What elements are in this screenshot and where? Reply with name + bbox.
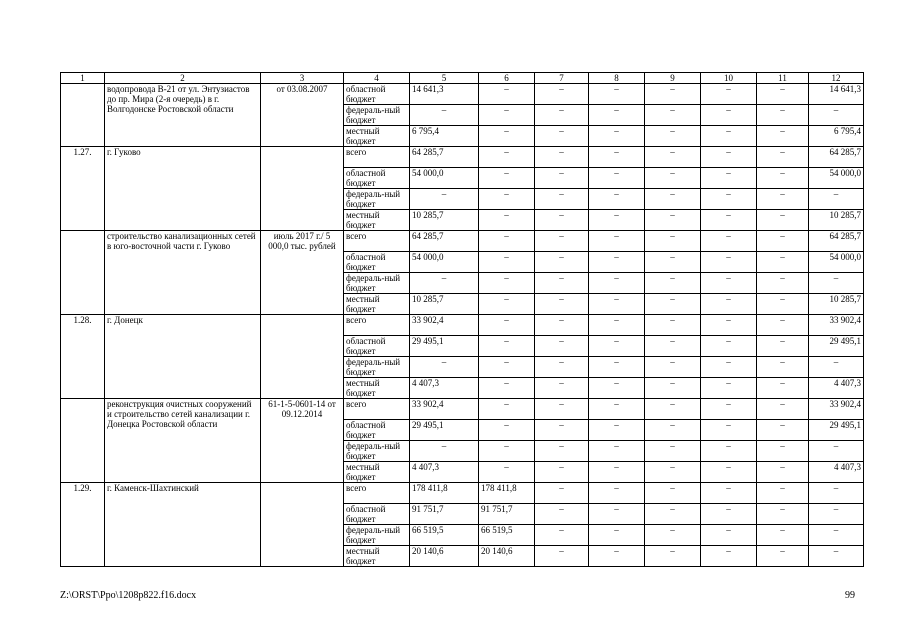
amount-cell: – — [535, 168, 589, 189]
amount-cell: – — [645, 294, 701, 315]
amount-cell: 4 407,3 — [809, 462, 864, 483]
amount-cell: – — [479, 399, 535, 420]
column-number-row — [61, 73, 864, 84]
amount-cell: – — [535, 231, 589, 252]
funding-source-cell: федераль-ный бюджет — [344, 105, 410, 126]
amount-cell: – — [589, 441, 645, 462]
amount-cell: – — [589, 105, 645, 126]
amount-cell: – — [535, 252, 589, 273]
amount-cell: – — [809, 483, 864, 504]
amount-cell: – — [757, 399, 809, 420]
amount-cell: 33 902,4 — [410, 399, 479, 420]
amount-cell: 6 795,4 — [410, 126, 479, 147]
amount-cell: – — [645, 525, 701, 546]
amount-cell: – — [701, 504, 757, 525]
header-cell: 9 — [645, 73, 701, 84]
item-document-cell — [261, 315, 344, 399]
amount-cell: – — [809, 357, 864, 378]
amount-cell: – — [589, 399, 645, 420]
amount-cell: – — [535, 483, 589, 504]
footer-page-number: 99 — [845, 590, 855, 601]
amount-cell: – — [645, 420, 701, 441]
amount-cell: – — [757, 105, 809, 126]
amount-cell: – — [479, 462, 535, 483]
item-number-cell: 1.29. — [61, 483, 105, 567]
amount-cell: – — [701, 315, 757, 336]
amount-cell: 66 519,5 — [479, 525, 535, 546]
amount-cell: – — [645, 504, 701, 525]
amount-cell: – — [645, 126, 701, 147]
amount-cell: – — [757, 315, 809, 336]
amount-cell: – — [479, 441, 535, 462]
amount-cell: – — [479, 315, 535, 336]
amount-cell: – — [757, 189, 809, 210]
amount-cell: 10 285,7 — [410, 210, 479, 231]
amount-cell: – — [757, 420, 809, 441]
item-name-cell: г. Каменск-Шахтинский — [105, 483, 261, 567]
amount-cell: 91 751,7 — [410, 504, 479, 525]
amount-cell: 4 407,3 — [410, 378, 479, 399]
amount-cell: – — [701, 483, 757, 504]
amount-cell: – — [479, 147, 535, 168]
funding-source-cell: местный бюджет — [344, 378, 410, 399]
table-row — [61, 399, 864, 420]
amount-cell: – — [479, 189, 535, 210]
amount-cell: 64 285,7 — [410, 231, 479, 252]
amount-cell: – — [645, 546, 701, 567]
amount-cell: 10 285,7 — [809, 210, 864, 231]
header-cell: 1 — [61, 73, 105, 84]
funding-source-cell: областной бюджет — [344, 84, 410, 105]
amount-cell: – — [701, 399, 757, 420]
amount-cell: – — [757, 357, 809, 378]
amount-cell: – — [701, 210, 757, 231]
amount-cell: – — [645, 357, 701, 378]
amount-cell: – — [479, 273, 535, 294]
amount-cell: – — [535, 294, 589, 315]
amount-cell: – — [589, 420, 645, 441]
amount-cell: – — [410, 273, 479, 294]
amount-cell: – — [535, 273, 589, 294]
amount-cell: – — [645, 210, 701, 231]
amount-cell: 4 407,3 — [410, 462, 479, 483]
amount-cell: 64 285,7 — [809, 231, 864, 252]
amount-cell: – — [757, 84, 809, 105]
amount-cell: – — [645, 399, 701, 420]
amount-cell: – — [535, 441, 589, 462]
amount-cell: – — [645, 189, 701, 210]
amount-cell: – — [645, 231, 701, 252]
amount-cell: 54 000,0 — [809, 168, 864, 189]
amount-cell: – — [809, 525, 864, 546]
amount-cell: – — [645, 105, 701, 126]
amount-cell: – — [809, 273, 864, 294]
amount-cell: – — [757, 546, 809, 567]
header-cell: 2 — [105, 73, 261, 84]
amount-cell: – — [701, 441, 757, 462]
amount-cell: – — [410, 105, 479, 126]
item-document-cell — [261, 147, 344, 231]
amount-cell: 178 411,8 — [479, 483, 535, 504]
funding-source-cell: местный бюджет — [344, 462, 410, 483]
amount-cell: – — [645, 168, 701, 189]
amount-cell: – — [701, 84, 757, 105]
amount-cell: – — [645, 315, 701, 336]
funding-source-cell: местный бюджет — [344, 210, 410, 231]
amount-cell: 29 495,1 — [809, 420, 864, 441]
amount-cell: – — [757, 168, 809, 189]
amount-cell: – — [645, 483, 701, 504]
amount-cell: – — [535, 126, 589, 147]
amount-cell: 64 285,7 — [410, 147, 479, 168]
amount-cell: – — [589, 147, 645, 168]
amount-cell: – — [701, 273, 757, 294]
amount-cell: – — [589, 504, 645, 525]
amount-cell: – — [589, 378, 645, 399]
amount-cell: 14 641,3 — [809, 84, 864, 105]
amount-cell: – — [535, 315, 589, 336]
amount-cell: – — [410, 357, 479, 378]
amount-cell: – — [701, 525, 757, 546]
amount-cell: – — [589, 294, 645, 315]
amount-cell: – — [479, 357, 535, 378]
header-cell: 7 — [535, 73, 589, 84]
item-name-cell: г. Донецк — [105, 315, 261, 399]
amount-cell: – — [479, 252, 535, 273]
amount-cell: – — [589, 168, 645, 189]
item-name-cell: реконструкция очистных сооружений и строительство сетей канализации г. Донецка Ростовской области — [105, 399, 261, 483]
amount-cell: – — [701, 126, 757, 147]
item-document-cell — [261, 483, 344, 567]
amount-cell: 66 519,5 — [410, 525, 479, 546]
amount-cell: – — [535, 378, 589, 399]
amount-cell: – — [701, 147, 757, 168]
amount-cell: – — [809, 546, 864, 567]
amount-cell: 29 495,1 — [410, 420, 479, 441]
header-cell: 8 — [589, 73, 645, 84]
amount-cell: 14 641,3 — [410, 84, 479, 105]
amount-cell: 33 902,4 — [809, 399, 864, 420]
amount-cell: – — [589, 273, 645, 294]
funding-source-cell: местный бюджет — [344, 126, 410, 147]
amount-cell: – — [535, 336, 589, 357]
funding-source-cell: федераль-ный бюджет — [344, 357, 410, 378]
header-cell: 3 — [261, 73, 344, 84]
amount-cell: – — [757, 210, 809, 231]
amount-cell: 4 407,3 — [809, 378, 864, 399]
amount-cell: 54 000,0 — [410, 252, 479, 273]
amount-cell: 54 000,0 — [809, 252, 864, 273]
amount-cell: 10 285,7 — [809, 294, 864, 315]
amount-cell: – — [757, 462, 809, 483]
table-row — [61, 84, 864, 105]
funding-source-cell: областной бюджет — [344, 168, 410, 189]
amount-cell: – — [589, 84, 645, 105]
amount-cell: – — [701, 462, 757, 483]
amount-cell: – — [535, 420, 589, 441]
amount-cell: 64 285,7 — [809, 147, 864, 168]
header-cell: 12 — [809, 73, 864, 84]
amount-cell: – — [645, 84, 701, 105]
header-cell: 4 — [344, 73, 410, 84]
header-cell: 10 — [701, 73, 757, 84]
amount-cell: 20 140,6 — [479, 546, 535, 567]
amount-cell: – — [589, 525, 645, 546]
amount-cell: – — [757, 378, 809, 399]
amount-cell: – — [535, 504, 589, 525]
amount-cell: – — [701, 189, 757, 210]
amount-cell: 178 411,8 — [410, 483, 479, 504]
amount-cell: – — [479, 105, 535, 126]
amount-cell: – — [645, 378, 701, 399]
amount-cell: – — [701, 252, 757, 273]
amount-cell: – — [701, 105, 757, 126]
amount-cell: – — [757, 483, 809, 504]
amount-cell: – — [535, 84, 589, 105]
footer-file-path: Z:\ORST\Ppo\1208p822.f16.docx — [60, 590, 197, 601]
funding-source-cell: федераль-ный бюджет — [344, 273, 410, 294]
amount-cell: – — [757, 231, 809, 252]
amount-cell: – — [535, 399, 589, 420]
amount-cell: – — [589, 357, 645, 378]
amount-cell: – — [589, 462, 645, 483]
amount-cell: – — [757, 336, 809, 357]
amount-cell: 91 751,7 — [479, 504, 535, 525]
amount-cell: – — [410, 441, 479, 462]
funding-source-cell: местный бюджет — [344, 294, 410, 315]
amount-cell: – — [757, 126, 809, 147]
funding-source-cell: федераль-ный бюджет — [344, 189, 410, 210]
funding-source-cell: всего — [344, 315, 410, 336]
amount-cell: – — [535, 546, 589, 567]
item-number-cell: 1.28. — [61, 315, 105, 399]
amount-cell: – — [535, 105, 589, 126]
item-name-cell: строительство канализационных сетей в юго-восточной части г. Гуково — [105, 231, 261, 315]
amount-cell: – — [479, 294, 535, 315]
amount-cell: – — [809, 105, 864, 126]
amount-cell: – — [479, 231, 535, 252]
amount-cell: – — [589, 126, 645, 147]
amount-cell: 33 902,4 — [809, 315, 864, 336]
item-number-cell — [61, 231, 105, 315]
amount-cell: – — [701, 378, 757, 399]
header-cell: 5 — [410, 73, 479, 84]
amount-cell: – — [589, 252, 645, 273]
amount-cell: – — [535, 189, 589, 210]
amount-cell: – — [645, 147, 701, 168]
amount-cell: – — [645, 273, 701, 294]
amount-cell: – — [645, 252, 701, 273]
amount-cell: – — [701, 294, 757, 315]
amount-cell: – — [479, 378, 535, 399]
amount-cell: 29 495,1 — [410, 336, 479, 357]
amount-cell: – — [757, 294, 809, 315]
amount-cell: – — [809, 504, 864, 525]
amount-cell: – — [757, 525, 809, 546]
funding-source-cell: областной бюджет — [344, 420, 410, 441]
funding-source-cell: всего — [344, 483, 410, 504]
amount-cell: – — [645, 441, 701, 462]
header-cell: 6 — [479, 73, 535, 84]
table-row — [61, 315, 864, 336]
funding-source-cell: областной бюджет — [344, 504, 410, 525]
amount-cell: – — [589, 336, 645, 357]
item-document-cell: июль 2017 г./ 5 000,0 тыс. рублей — [261, 231, 344, 315]
amount-cell: – — [479, 420, 535, 441]
item-number-cell — [61, 399, 105, 483]
amount-cell: – — [701, 168, 757, 189]
amount-cell: 6 795,4 — [809, 126, 864, 147]
amount-cell: 33 902,4 — [410, 315, 479, 336]
amount-cell: – — [589, 231, 645, 252]
amount-cell: – — [701, 336, 757, 357]
amount-cell: – — [589, 483, 645, 504]
table-row — [61, 147, 864, 168]
amount-cell: – — [809, 189, 864, 210]
amount-cell: – — [701, 231, 757, 252]
item-document-cell: от 03.08.2007 — [261, 84, 344, 147]
funding-source-cell: всего — [344, 231, 410, 252]
amount-cell: – — [479, 84, 535, 105]
amount-cell: 54 000,0 — [410, 168, 479, 189]
funding-source-cell: федераль-ный бюджет — [344, 525, 410, 546]
header-cell: 11 — [757, 73, 809, 84]
amount-cell: – — [589, 189, 645, 210]
amount-cell: – — [757, 441, 809, 462]
funding-source-cell: всего — [344, 399, 410, 420]
amount-cell: – — [479, 126, 535, 147]
amount-cell: – — [645, 336, 701, 357]
amount-cell: – — [535, 147, 589, 168]
amount-cell: – — [589, 210, 645, 231]
item-number-cell: 1.27. — [61, 147, 105, 231]
table-row — [61, 483, 864, 504]
table-body — [61, 73, 864, 567]
amount-cell: – — [535, 462, 589, 483]
amount-cell: – — [535, 525, 589, 546]
amount-cell: 29 495,1 — [809, 336, 864, 357]
amount-cell: – — [645, 462, 701, 483]
amount-cell: – — [757, 273, 809, 294]
item-name-cell: г. Гуково — [105, 147, 261, 231]
amount-cell: – — [535, 357, 589, 378]
amount-cell: – — [479, 210, 535, 231]
amount-cell: – — [701, 357, 757, 378]
table-row — [61, 231, 864, 252]
amount-cell: – — [479, 168, 535, 189]
item-number-cell — [61, 84, 105, 147]
funding-source-cell: областной бюджет — [344, 336, 410, 357]
funding-source-cell: местный бюджет — [344, 546, 410, 567]
amount-cell: – — [535, 210, 589, 231]
amount-cell: – — [589, 546, 645, 567]
item-document-cell: 61-1-5-0601-14 от 09.12.2014 — [261, 399, 344, 483]
amount-cell: – — [757, 147, 809, 168]
item-name-cell: водопровода В-21 от ул. Энтузиастов до пр. Мира (2-я очередь) в г. Волгодонске Ростовской области — [105, 84, 261, 147]
amount-cell: 10 285,7 — [410, 294, 479, 315]
amount-cell: 20 140,6 — [410, 546, 479, 567]
amount-cell: – — [757, 504, 809, 525]
budget-table — [60, 72, 864, 567]
amount-cell: – — [589, 315, 645, 336]
amount-cell: – — [410, 189, 479, 210]
funding-source-cell: всего — [344, 147, 410, 168]
funding-source-cell: федераль-ный бюджет — [344, 441, 410, 462]
amount-cell: – — [701, 420, 757, 441]
amount-cell: – — [701, 546, 757, 567]
amount-cell: – — [809, 441, 864, 462]
amount-cell: – — [757, 252, 809, 273]
amount-cell: – — [479, 336, 535, 357]
funding-source-cell: областной бюджет — [344, 252, 410, 273]
